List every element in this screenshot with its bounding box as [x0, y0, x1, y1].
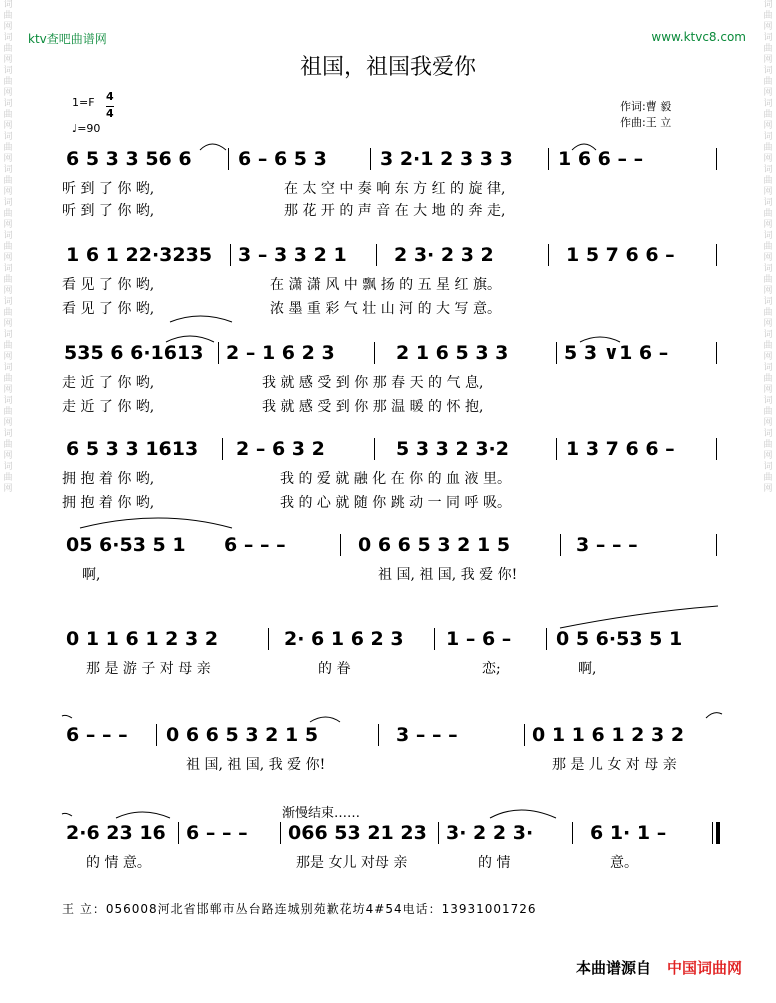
measure: 6 – 6 5 3 [238, 148, 327, 170]
notation-row [62, 722, 722, 748]
bar-line [548, 148, 549, 170]
bar-line [716, 244, 717, 266]
notation-row [62, 340, 722, 366]
slur [490, 810, 556, 818]
bar-line [438, 822, 439, 844]
bar-line [222, 438, 223, 460]
lyric-line [62, 748, 722, 776]
bar-line [556, 342, 557, 364]
lyric-line [62, 194, 722, 220]
lyric-line [62, 390, 722, 416]
lyric-phrase: 那是 女儿 对母 亲 [296, 855, 408, 871]
lyric-phrase: 祖 国, 祖 国, 我 爱 你! [186, 757, 326, 773]
bar-line [716, 438, 717, 460]
measure: 6 5 3 3 56 6 [66, 148, 192, 170]
measure: 6 1· 1 – [590, 822, 667, 844]
system-8 [62, 806, 722, 874]
bar-line [524, 724, 525, 746]
measure: 0 6 6 5 3 2 1 5 [358, 534, 511, 556]
measure: 1 – 6 – [446, 628, 512, 650]
measure: 5 3 3 2 3·2 [396, 438, 509, 460]
system-5 [62, 532, 722, 586]
lyric-phrase: 我 就 感 受 到 你 那 温 暖 的 怀 抱, [262, 399, 484, 415]
lyric-phrase: 拥 抱 着 你 哟, [62, 471, 155, 487]
lyric-phrase: 的 眷 [318, 661, 351, 677]
bar-line [340, 534, 341, 556]
bar-line [716, 534, 717, 556]
system-6 [62, 626, 722, 680]
measure: 0 5 6·53 5 1 [556, 628, 683, 650]
measure: 2 – 1 6 2 3 [226, 342, 335, 364]
lyric-phrase: 浓 墨 重 彩 气 壮 山 河 的 大 写 意。 [270, 301, 501, 317]
watermark-left: 词曲网词曲网词曲网词曲网词曲网词曲网词曲网词曲网词曲网词曲网词曲网词曲网词曲网词曲网词曲网 [3, 0, 13, 494]
lyric-phrase: 拥 抱 着 你 哟, [62, 495, 155, 511]
key-signature: 1=F [72, 96, 95, 109]
lyric-phrase: 意。 [610, 855, 638, 871]
measure: 1 6 6 – – [558, 148, 644, 170]
slur [62, 715, 72, 718]
notation-row [62, 436, 722, 462]
bar-line [178, 822, 179, 844]
system-1 [62, 146, 722, 220]
lyric-phrase: 的 情 意。 [86, 855, 151, 871]
lyric-phrase: 在 太 空 中 奏 响 东 方 红 的 旋 律, [284, 181, 506, 197]
measure: 3 – – – [396, 724, 458, 746]
slur [560, 606, 718, 628]
system-3 [62, 340, 722, 416]
lyric-phrase: 走 近 了 你 哟, [62, 399, 155, 415]
slur [80, 518, 232, 528]
notation-row [62, 242, 722, 268]
source-credit [576, 957, 742, 978]
measure: 0 6 6 5 3 2 1 5 [166, 724, 319, 746]
system-4 [62, 436, 722, 512]
lyric-phrase: 看 见 了 你 哟, [62, 277, 155, 293]
measure: 1 3 7 6 6 – [566, 438, 675, 460]
site-name-left[interactable]: ktv查吧曲谱网 [28, 32, 107, 46]
site-url-right[interactable]: www.ktvc8.com [651, 30, 746, 44]
bar-line [156, 724, 157, 746]
lyric-phrase: 的 情 [478, 855, 511, 871]
notation-row [62, 146, 722, 172]
lyric-phrase: 在 潇 潇 风 中 飘 扬 的 五 星 红 旗。 [270, 277, 501, 293]
lyricist: 作词:曹 毅 [620, 100, 672, 113]
contact-footer: 王 立：056008河北省邯郸市丛台路连城别苑歉花坊4#54电话：13931001726 [62, 902, 537, 916]
measure: 3 – 3 3 2 1 [238, 244, 347, 266]
lyric-line [62, 486, 722, 512]
bar-line [716, 148, 717, 170]
lyric-phrase: 啊, [578, 661, 597, 677]
lyric-line [62, 558, 722, 586]
lyric-phrase: 那 是 游 子 对 母 亲 [86, 661, 211, 677]
measure: 1 6 1 22·3235 [66, 244, 213, 266]
bar-line [572, 822, 573, 844]
measure: 6 5 3 3 1613 [66, 438, 199, 460]
time-signature-bottom: 4 [106, 107, 114, 120]
bar-line [280, 822, 281, 844]
measure: 2·6 23 16 [66, 822, 166, 844]
lyric-line [62, 846, 722, 874]
lyric-phrase: 听 到 了 你 哟, [62, 203, 155, 219]
bar-line [218, 342, 219, 364]
bar-line [712, 822, 713, 844]
tempo-direction: 渐慢结束…… [282, 806, 361, 821]
measure: 6 – – – [224, 534, 286, 556]
measure: 3 2·1 2 3 3 3 [380, 148, 513, 170]
measure: 066 53 21 23 [288, 822, 427, 844]
bar-line [374, 342, 375, 364]
lyric-phrase: 我 的 爱 就 融 化 在 你 的 血 液 里。 [280, 471, 511, 487]
measure: 535 6 6·1613 [64, 342, 204, 364]
tempo-mark: ♩=90 [72, 122, 101, 135]
notation-row [62, 626, 722, 652]
lyric-phrase: 祖 国, 祖 国, 我 爱 你! [378, 567, 518, 583]
bar-line [546, 628, 547, 650]
measure: 2· 6 1 6 2 3 [284, 628, 404, 650]
composer: 作曲:王 立 [620, 116, 672, 129]
measure: 0 1 1 6 1 2 3 2 [532, 724, 685, 746]
lyric-phrase: 看 见 了 你 哟, [62, 301, 155, 317]
bar-line [230, 244, 231, 266]
bar-line [268, 628, 269, 650]
bar-line [376, 244, 377, 266]
bar-line [548, 244, 549, 266]
song-title: 祖国，祖国我爱你 [299, 55, 476, 80]
lyric-phrase: 我 的 心 就 随 你 跳 动 一 同 呼 吸。 [280, 495, 511, 511]
source-label: 本曲谱源自 [575, 959, 651, 977]
measure: 2 – 6 3 2 [236, 438, 325, 460]
measure: 6 – – – [66, 724, 128, 746]
system-7 [62, 722, 722, 776]
bar-line [716, 342, 717, 364]
lyric-phrase: 那 花 开 的 声 音 在 大 地 的 奔 走, [284, 203, 506, 219]
bar-line [556, 438, 557, 460]
lyric-phrase: 啊, [82, 567, 101, 583]
measure: 6 – – – [186, 822, 248, 844]
lyric-line [62, 292, 722, 318]
notation-row [62, 532, 722, 558]
lyric-line [62, 652, 722, 680]
time-signature-top: 4 [106, 90, 114, 103]
measure: 3 – – – [576, 534, 638, 556]
notation-row [62, 820, 722, 846]
bar-line [378, 724, 379, 746]
slur [116, 812, 170, 818]
lyric-phrase: 那 是 儿 女 对 母 亲 [552, 757, 677, 773]
final-bar-line [716, 822, 720, 844]
bar-line [374, 438, 375, 460]
measure: 1 5 7 6 6 – [566, 244, 675, 266]
bar-line [560, 534, 561, 556]
system-2 [62, 242, 722, 318]
measure: 05 6·53 5 1 [66, 534, 186, 556]
lyric-phrase: 恋; [482, 661, 501, 677]
measure: 0 1 1 6 1 2 3 2 [66, 628, 219, 650]
lyric-phrase: 听 到 了 你 哟, [62, 181, 155, 197]
bar-line [228, 148, 229, 170]
watermark-right: 词曲网词曲网词曲网词曲网词曲网词曲网词曲网词曲网词曲网词曲网词曲网词曲网词曲网词曲网词曲网 [763, 0, 773, 494]
bar-line [370, 148, 371, 170]
measure: 5 3 ∨1 6 – [564, 342, 669, 364]
measure: 3· 2 2 3· [446, 822, 534, 844]
measure: 2 1 6 5 3 3 [396, 342, 509, 364]
slur [706, 713, 722, 718]
lyric-phrase: 我 就 感 受 到 你 那 春 天 的 气 息, [262, 375, 484, 391]
bar-line [434, 628, 435, 650]
slur [62, 813, 72, 816]
measure: 2 3· 2 3 2 [394, 244, 494, 266]
lyric-phrase: 走 近 了 你 哟, [62, 375, 155, 391]
source-brand[interactable]: 中国词曲网 [666, 959, 742, 977]
